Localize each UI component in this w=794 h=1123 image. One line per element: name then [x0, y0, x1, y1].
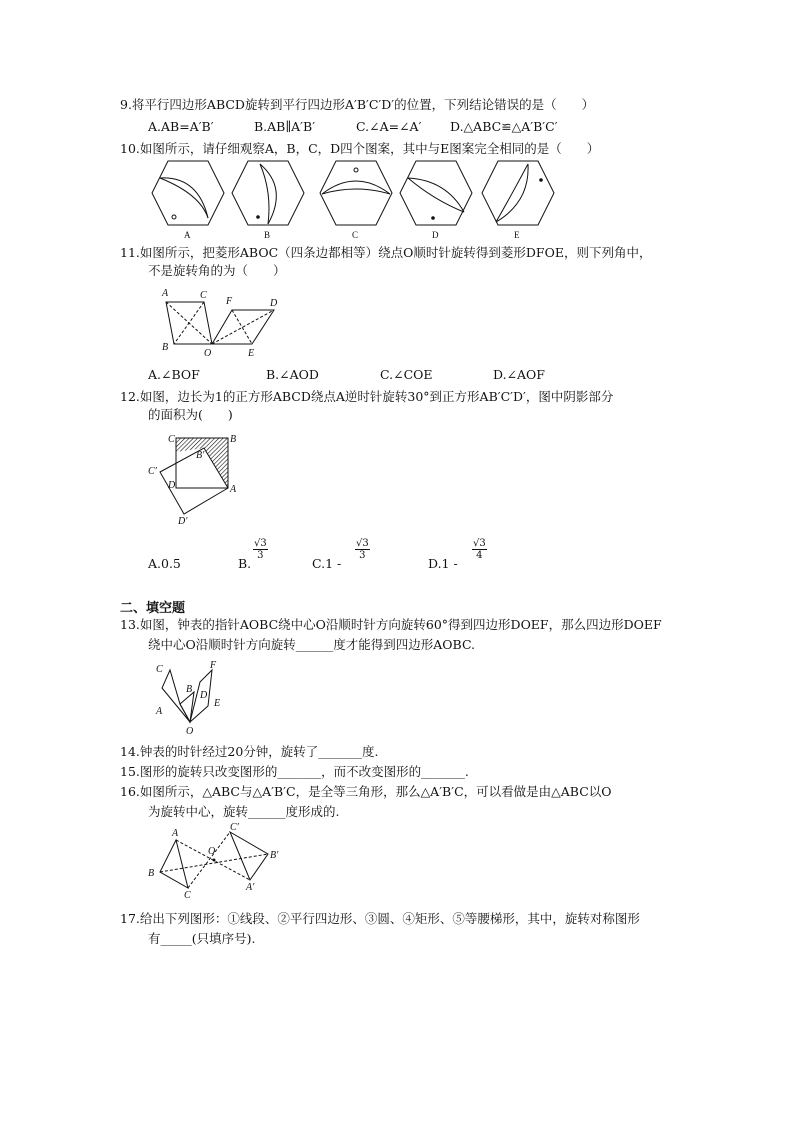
section-title-fill-blank: 二、填空题 — [120, 601, 186, 616]
q17-text-line1: 17.给出下列图形：①线段、②平行四边形、③圆、④矩形、⑤等腰梯形，其中，旋转对称图形 — [120, 911, 640, 926]
q12-option-b-prefix: B. — [238, 556, 252, 571]
fig11-label-d: D — [270, 298, 278, 309]
fig13-label-b: B — [186, 684, 193, 695]
fig11-label-c: C — [200, 290, 207, 301]
fig11-label-f: F — [226, 296, 233, 307]
fig16-label-o: O — [208, 846, 216, 857]
frac-b-denominator: 3 — [257, 550, 264, 561]
q16-text-line1: 16.如图所示，△ABC与△A′B′C，是全等三角形，那么△A′B′C，可以看做是由△ABC以O — [120, 784, 612, 799]
q16-triangles-figure — [146, 824, 286, 900]
q12-option-c-fraction — [355, 538, 370, 561]
hexagon-pattern-e — [482, 161, 554, 240]
q16-text-line2: 为旋转中心，旋转______度形成的. — [148, 804, 340, 819]
fig13-label-e: E — [214, 698, 221, 709]
q9-option-d: D.△ABC≌△A′B′C′ — [450, 119, 558, 134]
fig16-label-b-prime: B′ — [270, 850, 279, 861]
q11-text-line2: 不是旋转角的为（ ） — [148, 263, 286, 278]
q11-rhombus-figure — [158, 286, 288, 361]
q13-text-line2: 绕中心O沿顺时针方向旋转______度才能得到四边形AOBC. — [148, 637, 476, 652]
q10-hexagon-figures — [150, 158, 570, 240]
q11-option-b: B.∠AOD — [266, 367, 319, 382]
pattern-label-b: B — [264, 230, 271, 240]
q14-text: 14.钟表的时针经过20分钟，旋转了_______度. — [120, 744, 379, 759]
fig12-label-c: C — [168, 434, 175, 445]
fig11-label-e: E — [248, 348, 255, 359]
q12-option-a: A.0.5 — [148, 556, 181, 571]
fig12-label-c-prime: C′ — [148, 466, 157, 477]
q11-option-c: C.∠COE — [380, 367, 433, 382]
q13-text-line1: 13.如图，钟表的指针AOBC绕中心O沿顺时针方向旋转60°得到四边形DOEF，那么四边形DOEF — [120, 617, 662, 632]
q12-option-d-fraction — [472, 538, 487, 561]
q11-option-a: A.∠BOF — [148, 367, 200, 382]
hexagon-pattern-d — [400, 161, 472, 240]
q12-option-c-prefix: C.1 - — [312, 556, 342, 571]
fig13-label-c: C — [156, 664, 163, 675]
hexagon-pattern-a — [152, 161, 224, 240]
fig12-label-b-prime: B′ — [196, 450, 205, 461]
q12-text-line2: 的面积为( ) — [148, 407, 233, 422]
fig11-label-o: O — [204, 348, 212, 359]
q9-option-c: C.∠A=∠A′ — [356, 119, 422, 134]
q11-option-d: D.∠AOF — [493, 367, 545, 382]
fig12-label-b: B — [230, 434, 237, 445]
q12-square-figure — [146, 430, 246, 526]
hexagon-pattern-c — [320, 161, 392, 240]
fig11-label-b: B — [162, 342, 169, 353]
hexagon-pattern-b — [232, 161, 304, 240]
fig12-label-d: D — [168, 480, 176, 491]
frac-d-denominator: 4 — [476, 550, 483, 561]
fig16-label-b: B — [148, 868, 155, 879]
q12-option-b-fraction — [253, 538, 268, 561]
q9-option-a: A.AB=A′B′ — [148, 119, 214, 134]
fig16-label-a: A — [172, 828, 179, 839]
q17-text-line2: 有_____(只填序号). — [148, 931, 256, 946]
pattern-label-d: D — [432, 230, 439, 240]
frac-c-numerator: √3 — [356, 538, 369, 549]
pattern-label-c: C — [352, 230, 359, 240]
fig12-label-d-prime: D′ — [178, 516, 188, 527]
q15-text: 15.图形的旋转只改变图形的_______，而不改变图形的_______. — [120, 764, 469, 779]
fig13-label-o: O — [186, 726, 194, 737]
q11-text-line1: 11.如图所示，把菱形ABOC（四条边都相等）绕点O顺时针旋转得到菱形DFOE，则下列角中， — [120, 245, 652, 260]
fig16-label-c: C — [184, 890, 191, 901]
fig13-label-f: F — [210, 660, 217, 671]
frac-c-denominator: 3 — [359, 550, 366, 561]
fig13-label-d: D — [200, 690, 208, 701]
q12-text-line1: 12.如图，边长为1的正方形ABCD绕点A逆时针旋转30°到正方形AB′C′D′，图中阴影部分 — [120, 389, 614, 404]
pattern-label-a: A — [184, 230, 191, 240]
fig11-label-a: A — [162, 288, 169, 299]
q10-text: 10.如图所示，请仔细观察A，B，C，D四个图案，其中与E图案完全相同的是（ ） — [120, 141, 600, 156]
fig12-label-a: A — [230, 484, 237, 495]
frac-b-numerator: √3 — [254, 538, 267, 549]
q9-option-b: B.AB∥A′B′ — [254, 119, 316, 134]
frac-d-numerator: √3 — [473, 538, 486, 549]
fig16-label-c-prime: C′ — [230, 822, 239, 833]
q12-option-d-prefix: D.1 - — [428, 556, 458, 571]
q13-clock-hands-figure — [150, 660, 230, 736]
fig13-label-a: A — [156, 706, 163, 717]
q9-text: 9.将平行四边形ABCD旋转到平行四边形A′B′C′D′的位置，下列结论错误的是（ ） — [120, 97, 595, 112]
fig16-label-a-prime: A′ — [246, 882, 255, 893]
pattern-label-e: E — [514, 230, 520, 240]
